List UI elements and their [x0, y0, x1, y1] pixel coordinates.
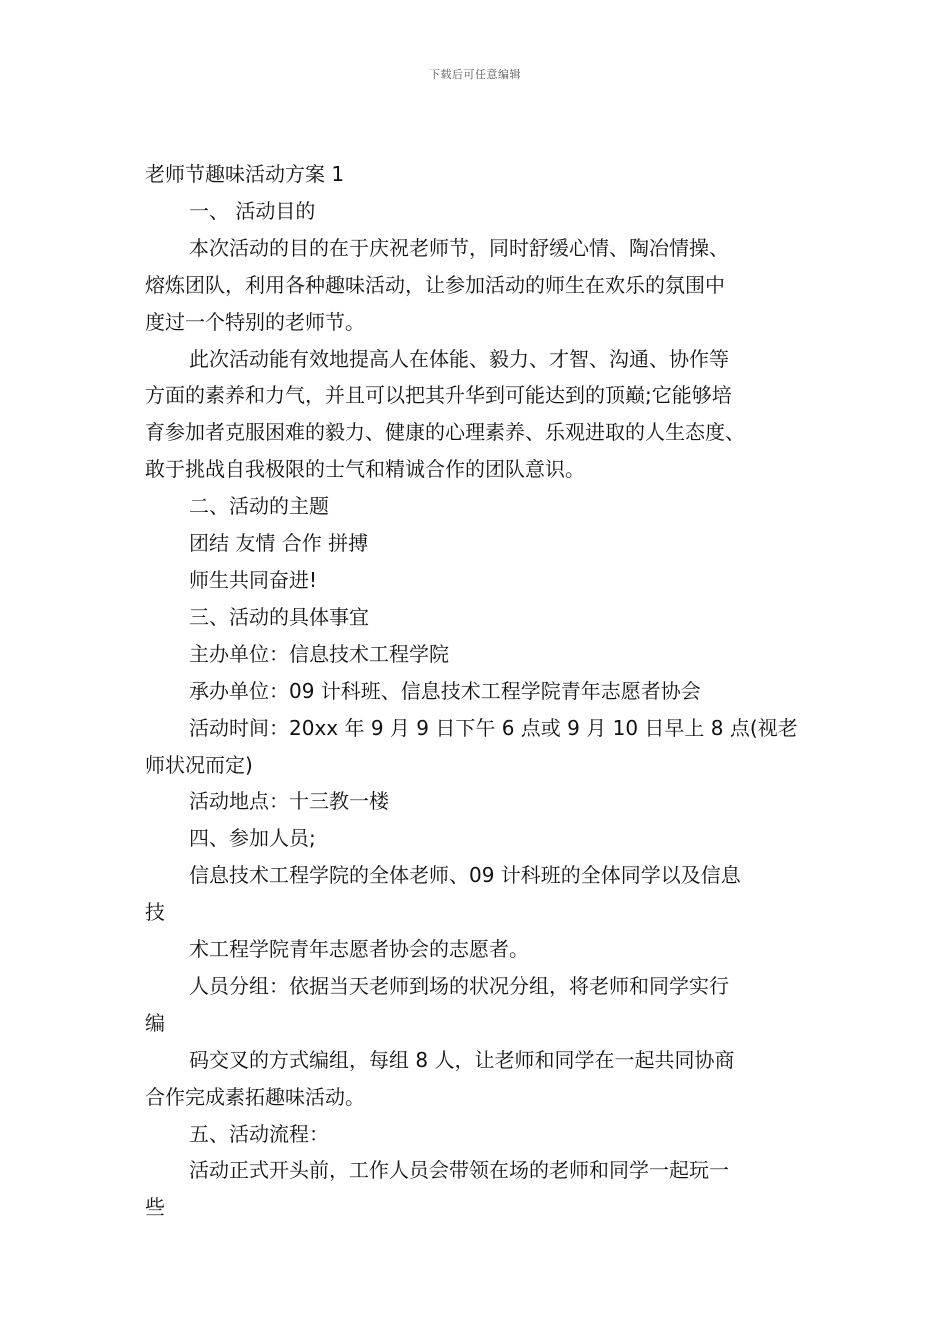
time-line: 师状况而定) [145, 752, 253, 777]
paragraph-line: 术工程学院青年志愿者协会的志愿者。 [189, 937, 529, 962]
header-note: 下载后可任意编辑 [429, 68, 521, 81]
paragraph-line: 方面的素养和力气，并且可以把其升华到可能达到的顶巅;它能够培 [145, 383, 732, 408]
section-heading-theme: 二、活动的主题 [189, 494, 329, 519]
host-line: 主办单位：信息技术工程学院 [189, 641, 449, 666]
paragraph-line: 育参加者克服困难的毅力、健康的心理素养、乐观进取的人生态度、 [145, 420, 745, 445]
section-heading-process: 五、活动流程： [189, 1121, 329, 1146]
paragraph-line: 码交叉的方式编组，每组 8 人，让老师和同学在一起共同协商 [189, 1047, 735, 1072]
time-line: 活动时间：20xx 年 9 月 9 日下午 6 点或 9 月 10 日早上 8 点(视老 [189, 715, 798, 740]
paragraph-line: 信息技术工程学院的全体老师、09 计科班的全体同学以及信息 [189, 863, 741, 888]
paragraph-line: 编 [145, 1010, 165, 1035]
doc-title: 老师节趣味活动方案 1 [145, 162, 345, 186]
section-heading-purpose: 一、 活动目的 [189, 198, 316, 223]
paragraph-line: 敢于挑战自我极限的士气和精诚合作的团队意识。 [145, 457, 585, 482]
paragraph-line: 本次活动的目的在于庆祝老师节，同时舒缓心情、陶冶情操、 [189, 235, 729, 260]
document-body [145, 156, 810, 1226]
section-heading-participants: 四、参加人员; [189, 826, 316, 851]
paragraph-line: 度过一个特别的老师节。 [145, 309, 365, 334]
theme-line: 团结 友情 合作 拼搏 [189, 531, 369, 556]
paragraph-line: 些 [145, 1195, 165, 1220]
section-heading-details: 三、活动的具体事宜 [189, 604, 369, 629]
paragraph-line: 熔炼团队，利用各种趣味活动，让参加活动的师生在欢乐的氛围中 [145, 272, 725, 297]
organizer-line: 承办单位：09 计科班、信息技术工程学院青年志愿者协会 [189, 678, 701, 703]
paragraph-line: 人员分组：依据当天老师到场的状况分组，将老师和同学实行 [189, 973, 729, 998]
paragraph-line: 合作完成素拓趣味活动。 [145, 1084, 365, 1109]
theme-line: 师生共同奋进! [189, 567, 318, 592]
paragraph-line: 技 [145, 900, 165, 925]
place-line: 活动地点：十三教一楼 [189, 789, 389, 814]
paragraph-line: 此次活动能有效地提高人在体能、毅力、才智、沟通、协作等 [189, 346, 729, 371]
paragraph-line: 活动正式开头前，工作人员会带领在场的老师和同学一起玩一 [189, 1158, 729, 1183]
